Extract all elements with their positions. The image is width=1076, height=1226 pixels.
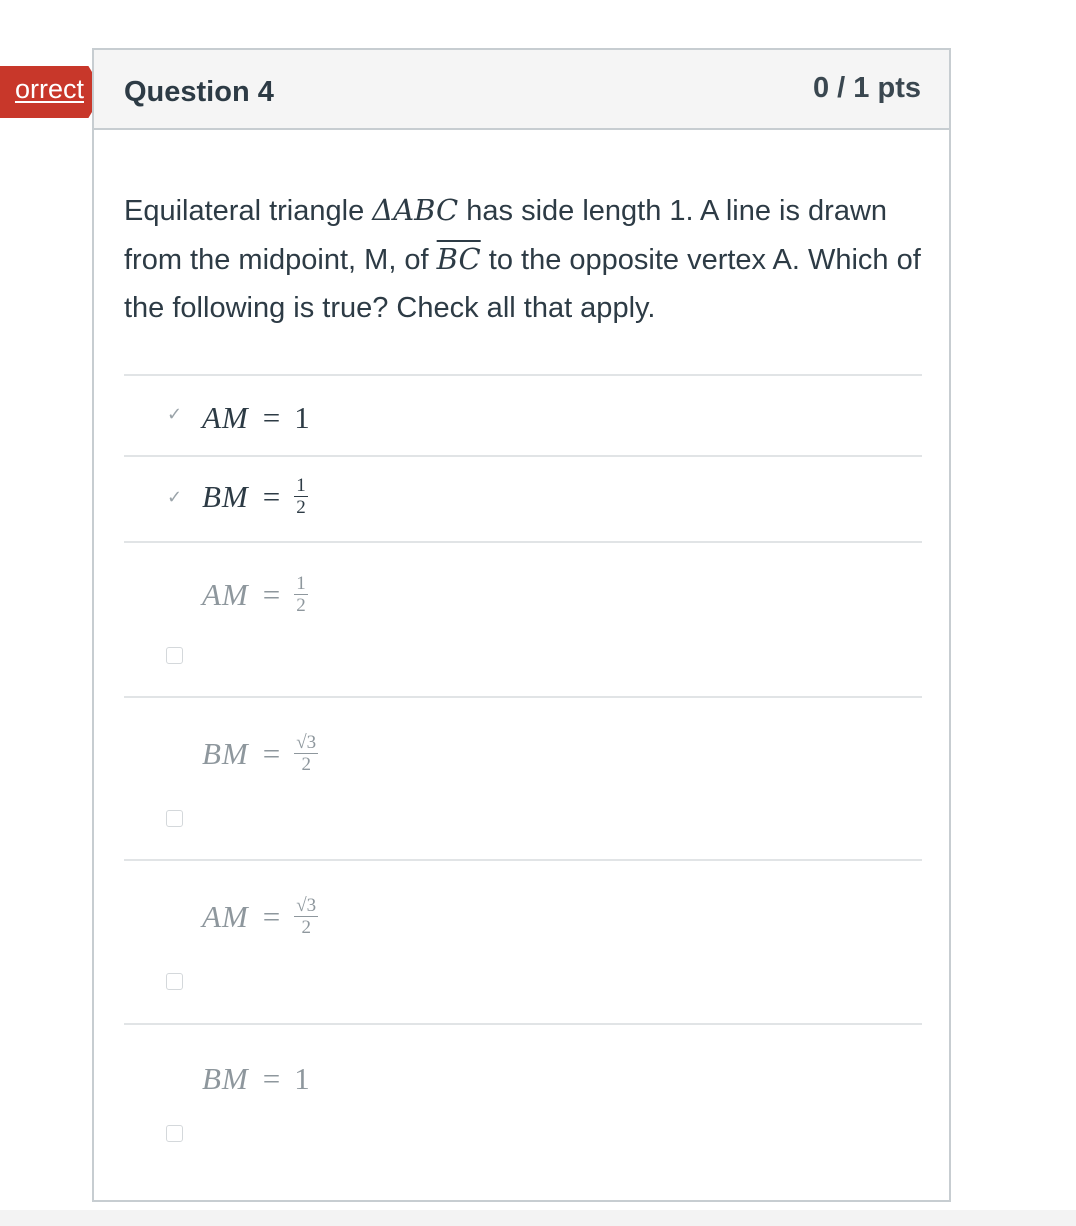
answer-lhs: AM	[202, 899, 249, 934]
answer-option-4[interactable]	[124, 696, 922, 859]
answer-checkbox[interactable]	[166, 973, 183, 990]
triangle-symbol: ΔABC	[372, 193, 459, 227]
fraction-numerator: 1	[296, 475, 306, 497]
fraction-numerator: √3	[296, 732, 317, 754]
fraction-denominator: 2	[294, 916, 318, 937]
answer-operator: =	[262, 479, 281, 514]
answer-checkbox[interactable]	[166, 647, 183, 664]
fraction-numerator: √3	[296, 895, 317, 917]
answer-equation	[202, 1061, 310, 1097]
answer-fraction	[294, 574, 308, 615]
answer-lhs: BM	[202, 479, 249, 514]
answer-checkbox[interactable]	[166, 810, 183, 827]
answer-operator: =	[262, 400, 281, 435]
answer-option-6[interactable]	[124, 1023, 922, 1183]
answer-lhs: AM	[202, 400, 249, 435]
page-bottom-strip	[0, 1210, 1076, 1226]
answer-equation	[202, 400, 310, 436]
fraction-denominator: 2	[294, 753, 318, 774]
flag-label: orrect	[14, 74, 84, 104]
incorrect-flag	[0, 64, 96, 122]
question-text-part2: has side length 1. A line is drawn from the midpoint, M, of	[124, 195, 888, 276]
fraction-denominator: 2	[296, 497, 306, 519]
answer-fraction	[294, 733, 318, 774]
answer-option-5[interactable]	[124, 859, 922, 1023]
answer-lhs: BM	[202, 1061, 249, 1096]
fraction-numerator: 1	[296, 573, 306, 595]
answer-rhs: 1	[294, 400, 310, 435]
answer-lhs: AM	[202, 577, 249, 612]
answer-fraction	[294, 896, 318, 937]
question-card	[92, 48, 951, 1202]
answer-option-2[interactable]	[124, 455, 922, 541]
answer-operator: =	[262, 899, 281, 934]
question-text-part3: to the opposite vertex A. Which of the following is true? Check all that apply.	[124, 244, 921, 324]
answer-fraction	[294, 476, 308, 517]
check-icon[interactable]	[166, 408, 183, 425]
check-icon[interactable]	[166, 491, 183, 508]
answer-rhs: 1	[294, 1061, 310, 1096]
question-points: 0 / 1 pts	[813, 72, 921, 104]
segment-bc: $\overline{BC}$	[436, 242, 481, 276]
answer-equation	[202, 895, 318, 940]
question-header	[94, 50, 949, 130]
answer-lhs: BM	[202, 736, 249, 771]
answer-equation	[202, 732, 318, 777]
question-text	[124, 186, 924, 332]
answer-option-3[interactable]	[124, 541, 922, 696]
answer-option-1[interactable]	[124, 374, 922, 455]
answer-equation	[202, 475, 308, 520]
answer-list	[124, 374, 922, 1183]
answer-equation	[202, 573, 308, 618]
answer-operator: =	[262, 577, 281, 612]
question-title: Question 4	[124, 76, 274, 108]
answer-checkbox[interactable]	[166, 1125, 183, 1142]
fraction-denominator: 2	[296, 595, 306, 617]
answer-operator: =	[262, 736, 281, 771]
question-text-part1: Equilateral triangle	[124, 195, 373, 227]
answer-operator: =	[262, 1061, 281, 1096]
